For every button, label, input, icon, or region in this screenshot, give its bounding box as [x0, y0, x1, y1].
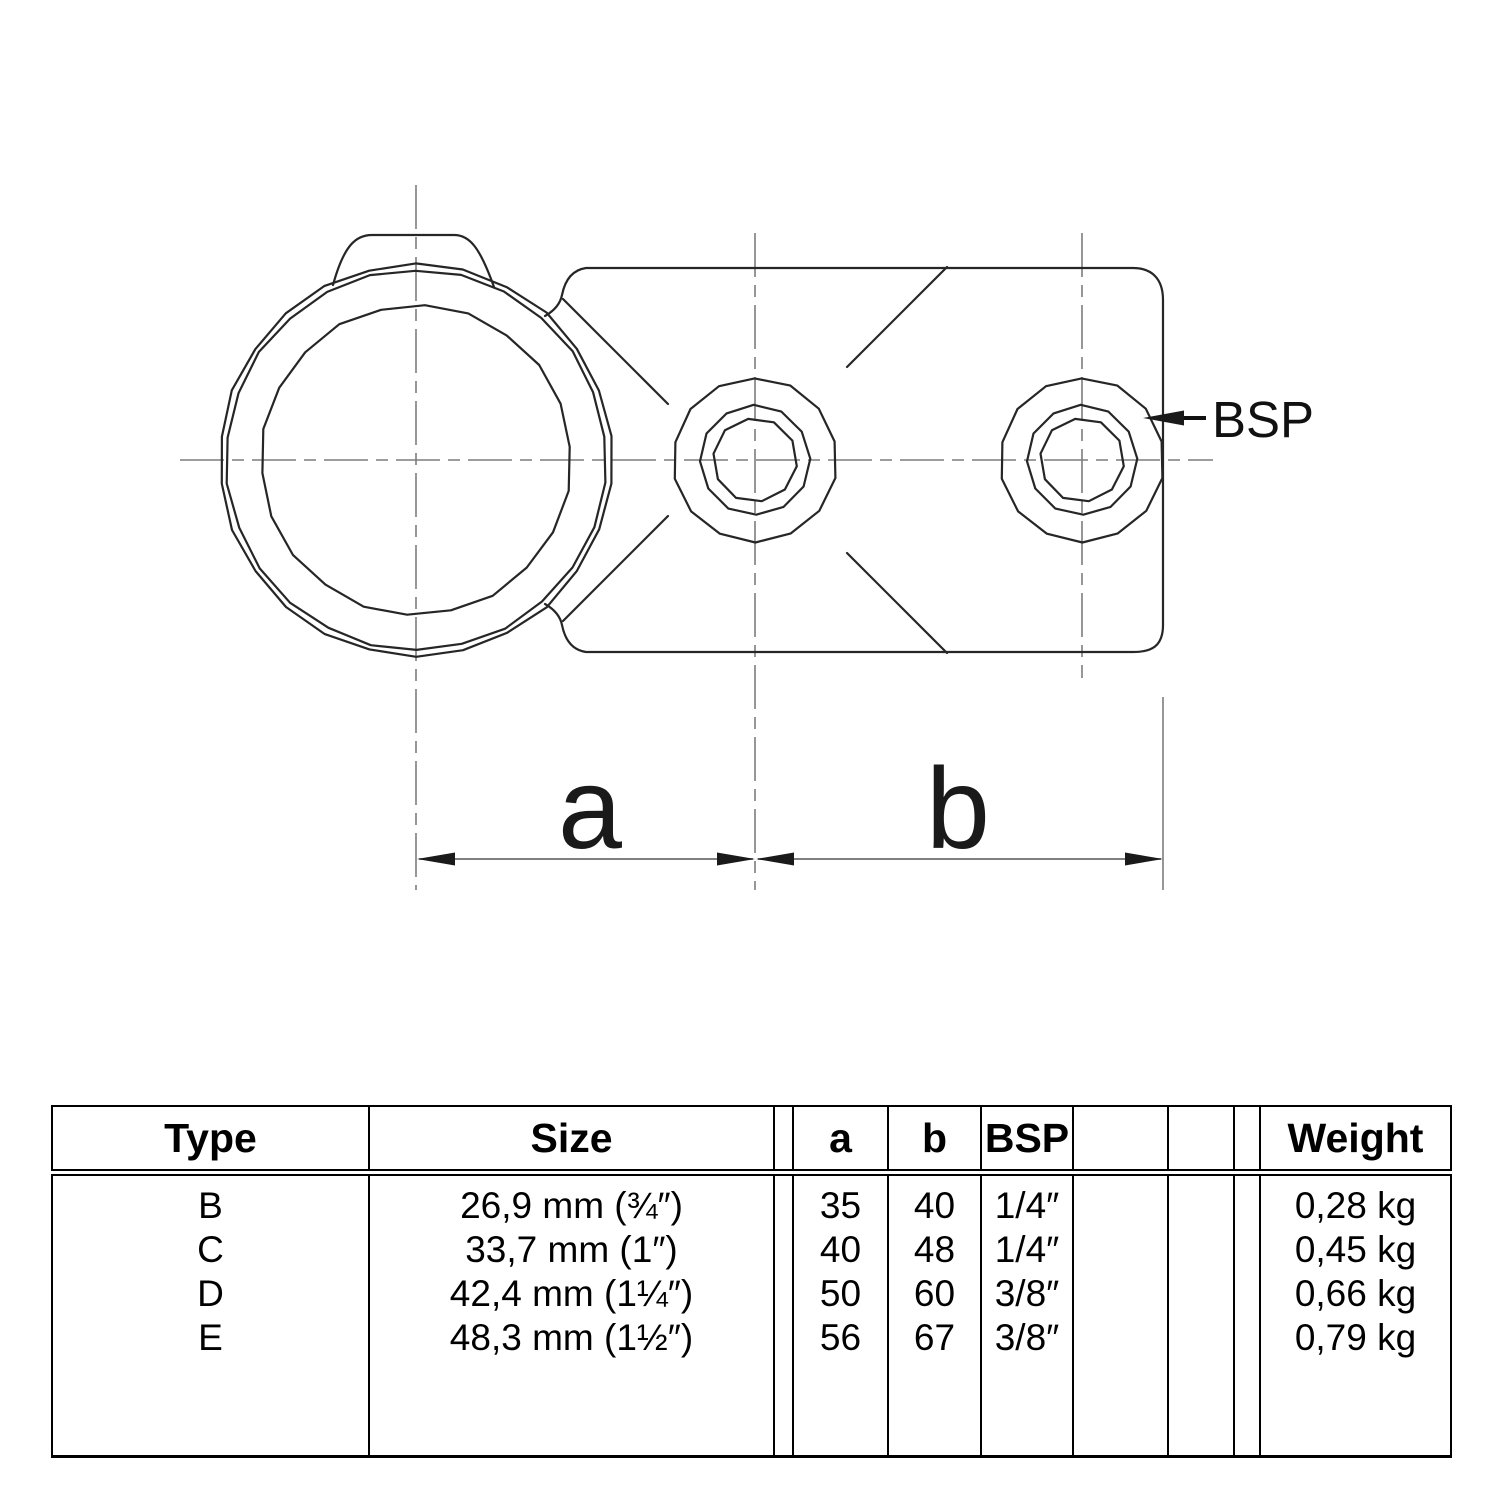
cell-weight: 0,45 kg: [1260, 1228, 1451, 1272]
cell-b: 60: [888, 1272, 981, 1316]
cell-size: 33,7 mm (1″): [369, 1228, 774, 1272]
dim-a-left-arrow-icon: [417, 853, 455, 866]
cell-type: D: [52, 1272, 369, 1316]
cell-bsp: 1/4″: [981, 1184, 1073, 1228]
col-header-b: b: [888, 1106, 981, 1173]
cell-size: 42,4 mm (1¼″): [369, 1272, 774, 1316]
cell-b: 48: [888, 1228, 981, 1272]
col-spacer-left: [774, 1106, 793, 1173]
cell-type: E: [52, 1316, 369, 1360]
dim-b-label: b: [926, 745, 990, 873]
col-header-a: a: [793, 1106, 888, 1173]
blend-line-top-right: [847, 267, 947, 367]
cell-a: 56: [793, 1316, 888, 1360]
fitting-outlines: [222, 235, 1163, 657]
table-row: [52, 1316, 1451, 1360]
cell-bsp: 3/8″: [981, 1272, 1073, 1316]
col-header-empty1: [1073, 1106, 1168, 1173]
bsp-label: BSP: [1212, 391, 1315, 448]
dim-b-right-arrow-icon: [1125, 853, 1163, 866]
col-header-size: Size: [369, 1106, 774, 1173]
dim-a-label: a: [558, 745, 622, 873]
cell-a: 35: [793, 1184, 888, 1228]
cell-type: C: [52, 1228, 369, 1272]
cell-weight: 0,79 kg: [1260, 1316, 1451, 1360]
dimensions-table: [51, 1105, 1452, 1458]
cell-a: 50: [793, 1272, 888, 1316]
cell-weight: 0,28 kg: [1260, 1184, 1451, 1228]
col-spacer-right: [1234, 1106, 1260, 1173]
spacer-row: [52, 1173, 1451, 1185]
col-header-type: Type: [52, 1106, 369, 1173]
cell-size: 26,9 mm (¾″): [369, 1184, 774, 1228]
col-header-weight: Weight: [1260, 1106, 1451, 1173]
cell-b: 40: [888, 1184, 981, 1228]
cell-bsp: 1/4″: [981, 1228, 1073, 1272]
filler-row: [52, 1360, 1451, 1457]
cell-b: 67: [888, 1316, 981, 1360]
cell-type: B: [52, 1184, 369, 1228]
dim-a-right-arrow-icon: [717, 853, 755, 866]
cell-size: 48,3 mm (1½″): [369, 1316, 774, 1360]
blend-line-bottom-right: [847, 553, 947, 653]
table-header-row: [52, 1106, 1451, 1173]
cell-a: 40: [793, 1228, 888, 1272]
table-row: [52, 1228, 1451, 1272]
col-header-bsp: BSP: [981, 1106, 1073, 1173]
table-row: [52, 1272, 1451, 1316]
table-row: [52, 1184, 1451, 1228]
dim-b-left-arrow-icon: [756, 853, 794, 866]
cell-weight: 0,66 kg: [1260, 1272, 1451, 1316]
dimension-lines: [417, 411, 1206, 866]
cell-bsp: 3/8″: [981, 1316, 1073, 1360]
col-header-empty2: [1168, 1106, 1234, 1173]
